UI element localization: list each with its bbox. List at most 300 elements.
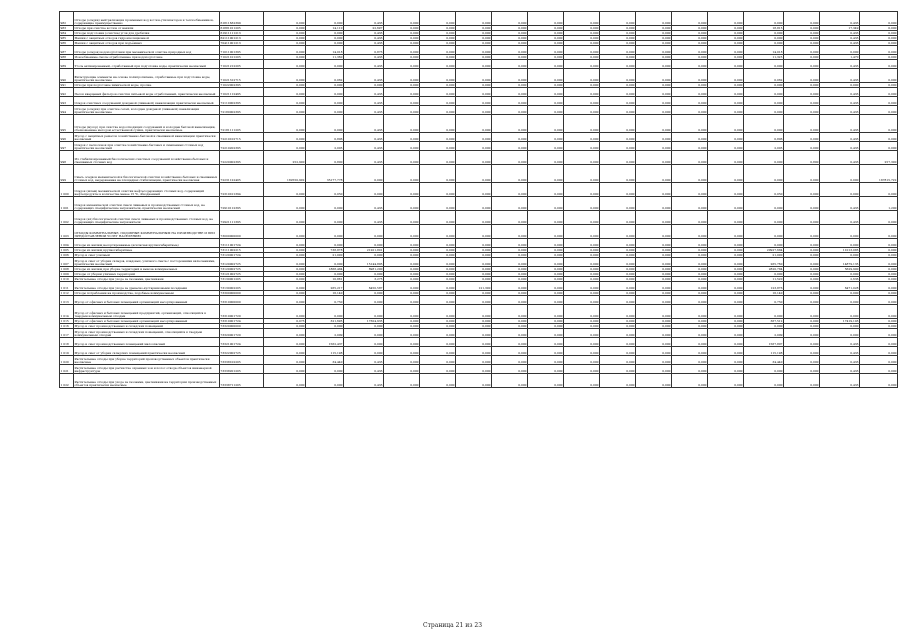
value-cell: 0,000: [708, 277, 744, 282]
fkko-code-cell: 73338201205: [220, 365, 264, 374]
value-cell: 0,050: [306, 183, 344, 197]
value-cell: 0,000: [860, 12, 898, 26]
value-cell: 0,000: [672, 97, 708, 106]
value-cell: 0,000: [492, 165, 528, 183]
waste-name-cell: Отходы (осадок) водоподготовки при механической очистке природных вод: [74, 46, 220, 55]
value-cell: 0,000: [344, 338, 384, 347]
value-cell: 0,000: [528, 60, 564, 69]
row-number-cell: 994: [60, 106, 74, 115]
value-cell: 0,433: [344, 60, 384, 69]
value-cell: 0,000: [708, 165, 744, 183]
value-cell: 0,000: [820, 272, 860, 277]
value-cell: 0,000: [860, 324, 898, 329]
value-cell: 0,000: [384, 88, 420, 97]
waste-name-cell: Мусор с защитных решеток хозяйственно-бытовой и смешанной канализации практически неопасный: [74, 133, 220, 142]
value-cell: 0,000: [564, 356, 600, 365]
value-cell: 0,000: [528, 329, 564, 338]
value-cell: 0,000: [564, 329, 600, 338]
value-cell: 0,000: [672, 69, 708, 83]
value-cell: 0,000: [420, 374, 456, 388]
fkko-code-cell: 73310000000: [220, 296, 264, 305]
value-cell: 0,000: [384, 115, 420, 133]
value-cell: 0,000: [636, 329, 672, 338]
waste-name-cell: Мусор и смет производственных помещений малоопасный: [74, 338, 220, 347]
value-cell: 0,000: [708, 258, 744, 267]
value-cell: 0,433: [344, 365, 384, 374]
value-cell: 0,000: [492, 338, 528, 347]
value-cell: 0,000: [264, 356, 306, 365]
value-cell: 0,000: [708, 374, 744, 388]
value-cell: 0,000: [492, 60, 528, 69]
value-cell: 0,000: [672, 277, 708, 282]
value-cell: 0,000: [456, 338, 492, 347]
value-cell: 0,000: [384, 165, 420, 183]
table-row: [60, 60, 898, 69]
value-cell: 0,000: [708, 197, 744, 211]
value-cell: 0,000: [564, 133, 600, 142]
value-cell: 0,000: [784, 142, 820, 151]
value-cell: 0,000: [744, 83, 784, 88]
value-cell: 0,000: [528, 296, 564, 305]
table-row: [60, 374, 898, 388]
value-cell: 0,000: [860, 356, 898, 365]
value-cell: 0,000: [492, 69, 528, 83]
fkko-code-cell: 72110002395: [220, 97, 264, 106]
waste-name-cell: Отходы из жилищ крупногабаритные: [74, 248, 220, 253]
value-cell: 0,000: [456, 115, 492, 133]
waste-name-cell: Отходы подготовки (очистка) угля для дробилки: [74, 31, 220, 36]
row-number-cell: 988: [60, 55, 74, 60]
value-cell: 0,000: [784, 115, 820, 133]
value-cell: 0,433: [820, 356, 860, 365]
value-cell: 0,000: [420, 69, 456, 83]
value-cell: 0,000: [784, 338, 820, 347]
value-cell: 0,000: [784, 69, 820, 83]
value-cell: 0,000: [564, 60, 600, 69]
value-cell: 0,000: [636, 12, 672, 26]
value-cell: 0,000: [744, 225, 784, 239]
value-cell: 0,000: [492, 329, 528, 338]
value-cell: 367,512: [744, 319, 784, 324]
row-number-cell: 996: [60, 133, 74, 142]
value-cell: 0,000: [384, 272, 420, 277]
table-row: [60, 46, 898, 55]
value-cell: 0,433: [820, 97, 860, 106]
value-cell: 0,000: [306, 225, 344, 239]
value-cell: 0,000: [528, 365, 564, 374]
row-number-cell: 985: [60, 36, 74, 41]
value-cell: 0,000: [636, 365, 672, 374]
value-cell: 0,000: [860, 88, 898, 97]
value-cell: 0,000: [636, 26, 672, 31]
value-cell: 0,000: [564, 374, 600, 388]
value-cell: 0,000: [492, 365, 528, 374]
value-cell: 0,000: [264, 267, 306, 272]
value-cell: 0,000: [306, 83, 344, 88]
value-cell: 0,750: [306, 296, 344, 305]
value-cell: 0,000: [384, 347, 420, 356]
value-cell: 0,000: [600, 211, 636, 225]
value-cell: 0,000: [672, 324, 708, 329]
value-cell: 0,000: [492, 83, 528, 88]
value-cell: 0,000: [384, 36, 420, 41]
value-cell: 0,000: [528, 277, 564, 282]
value-cell: 0,000: [784, 83, 820, 88]
value-cell: 0,000: [564, 347, 600, 356]
value-cell: 0,000: [708, 133, 744, 142]
value-cell: 0,000: [264, 253, 306, 258]
value-cell: 0,000: [636, 106, 672, 115]
value-cell: 0,000: [636, 347, 672, 356]
value-cell: 0,000: [306, 272, 344, 277]
waste-name-cell: Ионообменные смолы отработанные при водоподготовке: [74, 55, 220, 60]
value-cell: 0,000: [600, 12, 636, 26]
value-cell: 2,099: [744, 329, 784, 338]
value-cell: 0,000: [264, 258, 306, 267]
value-cell: 0,000: [420, 296, 456, 305]
value-cell: 0,000: [708, 347, 744, 356]
fkko-code-cell: 71021312715: [220, 69, 264, 83]
value-cell: 0,000: [600, 115, 636, 133]
value-cell: 0,000: [528, 267, 564, 272]
value-cell: 0,000: [384, 374, 420, 388]
value-cell: 0,000: [860, 365, 898, 374]
value-cell: 0,000: [672, 225, 708, 239]
value-cell: 0,000: [600, 46, 636, 55]
value-cell: 0,000: [528, 211, 564, 225]
table-row: [60, 347, 898, 356]
value-cell: 0,000: [456, 296, 492, 305]
value-cell: 2,005: [744, 142, 784, 151]
row-number-cell: 1 012: [60, 291, 74, 296]
value-cell: 0,000: [384, 258, 420, 267]
value-cell: 0,000: [420, 253, 456, 258]
value-cell: 0,000: [744, 36, 784, 41]
value-cell: 20927,684: [744, 248, 784, 253]
value-cell: 0,000: [744, 12, 784, 26]
value-cell: 0,000: [672, 41, 708, 46]
value-cell: 115,198: [306, 347, 344, 356]
value-cell: 0,000: [456, 374, 492, 388]
value-cell: 0,000: [456, 267, 492, 272]
value-cell: 0,000: [420, 41, 456, 46]
value-cell: 0,000: [528, 151, 564, 165]
value-cell: 0,000: [564, 272, 600, 277]
value-cell: 0,000: [600, 296, 636, 305]
value-cell: 0,000: [528, 46, 564, 55]
value-cell: 0,000: [264, 324, 306, 329]
value-cell: 0,000: [744, 365, 784, 374]
table-row: [60, 211, 898, 225]
waste-name-cell: Осадок с песколовок при очистке хозяйственно-бытовых и смешанных сточных вод практически неопасный: [74, 142, 220, 151]
fkko-code-cell: 72231122405: [220, 165, 264, 183]
waste-name-cell: Растительные отходы при уходе за газонами, цветниками: [74, 277, 220, 282]
value-cell: 0,000: [264, 41, 306, 46]
value-cell: 0,000: [306, 374, 344, 388]
value-cell: 0,000: [528, 115, 564, 133]
value-cell: 0,000: [344, 347, 384, 356]
value-cell: 0,000: [420, 282, 456, 291]
value-cell: 0,000: [860, 97, 898, 106]
value-cell: 0,000: [456, 41, 492, 46]
value-cell: 0,000: [306, 60, 344, 69]
value-cell: 0,000: [420, 151, 456, 165]
value-cell: 0,000: [420, 97, 456, 106]
table-row: [60, 356, 898, 365]
value-cell: 0,000: [600, 338, 636, 347]
value-cell: 0,000: [672, 319, 708, 324]
value-cell: 0,000: [492, 277, 528, 282]
value-cell: 0,000: [420, 31, 456, 36]
table-row: [60, 97, 898, 106]
value-cell: 0,000: [860, 225, 898, 239]
value-cell: 0,000: [384, 324, 420, 329]
value-cell: 0,000: [600, 183, 636, 197]
waste-name-cell: Уголь активированный, отработанный при подготовке воды, практически неопасный: [74, 60, 220, 69]
waste-name-cell: Отходы из жилищ при уборке территорий и вывоза коммунальных: [74, 267, 220, 272]
value-cell: 0,000: [708, 329, 744, 338]
value-cell: 0,000: [384, 60, 420, 69]
value-cell: 0,433: [820, 347, 860, 356]
value-cell: 0,000: [672, 296, 708, 305]
value-cell: 0,000: [600, 26, 636, 31]
value-cell: 321,695: [306, 319, 344, 324]
value-cell: 0,000: [344, 225, 384, 239]
row-number-cell: 1 007: [60, 258, 74, 267]
value-cell: 0,000: [784, 97, 820, 106]
value-cell: 0,000: [456, 69, 492, 83]
table-row: [60, 115, 898, 133]
value-cell: 0,000: [564, 248, 600, 253]
value-cell: 0,000: [306, 197, 344, 211]
value-cell: 0,000: [708, 69, 744, 83]
value-cell: 0,000: [306, 365, 344, 374]
value-cell: 0,000: [384, 183, 420, 197]
value-cell: 0,000: [784, 225, 820, 239]
value-cell: 0,000: [784, 282, 820, 291]
value-cell: 0,000: [784, 272, 820, 277]
value-cell: 0,000: [384, 133, 420, 142]
value-cell: 0,000: [528, 319, 564, 324]
value-cell: 0,000: [384, 12, 420, 26]
waste-name-cell: Отходы при подготовке химической воды, прочие: [74, 83, 220, 88]
value-cell: 0,000: [708, 225, 744, 239]
value-cell: 0,000: [384, 83, 420, 88]
value-cell: 0,000: [564, 31, 600, 36]
value-cell: 0,000: [384, 305, 420, 319]
value-cell: 0,000: [860, 46, 898, 55]
value-cell: 0,000: [600, 60, 636, 69]
value-cell: 123,876: [744, 282, 784, 291]
value-cell: 0,000: [820, 83, 860, 88]
value-cell: 0,000: [784, 356, 820, 365]
value-cell: 0,000: [492, 26, 528, 31]
value-cell: 0,000: [384, 31, 420, 36]
value-cell: 0,000: [420, 248, 456, 253]
row-number-cell: 1 016: [60, 324, 74, 329]
value-cell: 0,000: [420, 277, 456, 282]
fkko-code-cell: 73321001724: [220, 338, 264, 347]
value-cell: 0,000: [384, 319, 420, 324]
value-cell: 0,000: [860, 115, 898, 133]
value-cell: 0,000: [784, 41, 820, 46]
value-cell: 0,000: [636, 277, 672, 282]
value-cell: 0,000: [564, 239, 600, 248]
value-cell: 0,000: [708, 88, 744, 97]
value-cell: 0,433: [344, 133, 384, 142]
row-number-cell: 1 004: [60, 239, 74, 248]
row-number-cell: 990: [60, 69, 74, 83]
value-cell: 0,000: [384, 253, 420, 258]
value-cell: 0,000: [420, 225, 456, 239]
value-cell: 0,000: [636, 142, 672, 151]
value-cell: 0,000: [306, 239, 344, 248]
value-cell: 0,000: [708, 183, 744, 197]
value-cell: 0,000: [708, 106, 744, 115]
value-cell: 0,000: [384, 41, 420, 46]
value-cell: 0,000: [492, 55, 528, 60]
value-cell: 0,000: [636, 97, 672, 106]
value-cell: 0,000: [456, 248, 492, 253]
value-cell: 0,000: [672, 151, 708, 165]
value-cell: 0,000: [264, 46, 306, 55]
value-cell: 0,000: [420, 267, 456, 272]
value-cell: 0,000: [456, 55, 492, 60]
value-cell: 0,000: [384, 239, 420, 248]
row-number-cell: 1 009: [60, 272, 74, 277]
value-cell: 0,000: [784, 267, 820, 272]
value-cell: 0,000: [672, 26, 708, 31]
row-number-cell: 983: [60, 26, 74, 31]
value-cell: 0,000: [708, 97, 744, 106]
value-cell: 0,000: [860, 142, 898, 151]
value-cell: 0,000: [708, 267, 744, 272]
value-cell: 0,000: [456, 46, 492, 55]
value-cell: 15144,895: [344, 258, 384, 267]
value-cell: 0,000: [384, 197, 420, 211]
value-cell: 0,000: [528, 69, 564, 83]
value-cell: 0,000: [264, 69, 306, 83]
waste-name-cell: Ил стабилизированный биологических очистных сооружений хозяйственно-бытовых и смешанных сточных вод: [74, 151, 220, 165]
fkko-code-cell: 73338711205: [220, 374, 264, 388]
value-cell: 0,433: [820, 41, 860, 46]
value-cell: 0,000: [636, 115, 672, 133]
value-cell: 0,000: [636, 225, 672, 239]
value-cell: 0,433: [820, 374, 860, 388]
fkko-code-cell: 72210202395: [220, 142, 264, 151]
value-cell: 0,000: [420, 347, 456, 356]
value-cell: 0,000: [784, 46, 820, 55]
value-cell: 0,000: [636, 319, 672, 324]
row-number-cell: 1 019: [60, 347, 74, 356]
value-cell: 0,800: [784, 151, 820, 165]
value-cell: 0,433: [820, 36, 860, 41]
value-cell: 0,000: [600, 248, 636, 253]
value-cell: 0,000: [860, 41, 898, 46]
value-cell: 0,000: [264, 272, 306, 277]
value-cell: 0,000: [264, 374, 306, 388]
value-cell: 0,000: [860, 83, 898, 88]
waste-name-cell: Мусор и смет производственных и складских помещений, относящийся к твердым коммунальным отходам: [74, 329, 220, 338]
value-cell: 0,000: [456, 291, 492, 296]
value-cell: 0,000: [784, 197, 820, 211]
value-cell: 0,000: [708, 142, 744, 151]
value-cell: 0,000: [264, 36, 306, 41]
waste-name-cell: Мусор от офисных и бытовых помещений предприятий, организаций, относящийся к твердым коммунальным отходам: [74, 305, 220, 319]
value-cell: 21,000: [306, 253, 344, 258]
value-cell: 0,000: [744, 106, 784, 115]
value-cell: 0,000: [860, 272, 898, 277]
value-cell: 0,000: [708, 26, 744, 31]
value-cell: 0,000: [860, 374, 898, 388]
value-cell: 0,000: [784, 60, 820, 69]
fkko-code-cell: 61911111213: [220, 31, 264, 36]
value-cell: 0,000: [564, 36, 600, 41]
value-cell: 0,000: [636, 151, 672, 165]
value-cell: 0,000: [820, 225, 860, 239]
waste-name-cell: Мусор и смет от уборки складов, кладовых, уличного смета с посторонними включениями, практически неопасный: [74, 258, 220, 267]
value-cell: 0,000: [860, 60, 898, 69]
value-cell: 0,000: [672, 305, 708, 319]
value-cell: 0,000: [784, 165, 820, 183]
fkko-code-cell: 73120002725: [220, 267, 264, 272]
value-cell: 0,000: [708, 151, 744, 165]
value-cell: 0,000: [600, 36, 636, 41]
row-number-cell: 1 003: [60, 225, 74, 239]
value-cell: 0,000: [744, 272, 784, 277]
fkko-code-cell: 72210102715: [220, 133, 264, 142]
value-cell: 16,140: [744, 291, 784, 296]
value-cell: 0,000: [860, 258, 898, 267]
value-cell: 14,018: [744, 46, 784, 55]
value-cell: 0,000: [384, 365, 420, 374]
value-cell: 0,000: [820, 46, 860, 55]
value-cell: 0,000: [600, 277, 636, 282]
row-number-cell: 1 015: [60, 319, 74, 324]
value-cell: 0,000: [528, 88, 564, 97]
value-cell: 0,000: [456, 239, 492, 248]
value-cell: 0,000: [784, 291, 820, 296]
value-cell: 2,005: [306, 142, 344, 151]
fkko-code-cell: 71022002395: [220, 83, 264, 88]
value-cell: 0,000: [564, 106, 600, 115]
value-cell: 21201,801: [344, 248, 384, 253]
value-cell: 0,000: [600, 324, 636, 329]
value-cell: 0,000: [528, 36, 564, 41]
value-cell: 0,000: [528, 374, 564, 388]
value-cell: 0,000: [708, 115, 744, 133]
value-cell: 0,000: [528, 239, 564, 248]
row-number-cell: 986: [60, 41, 74, 46]
value-cell: 0,000: [492, 183, 528, 197]
value-cell: 0,000: [564, 97, 600, 106]
value-cell: 0,000: [784, 253, 820, 258]
value-cell: 0,000: [492, 374, 528, 388]
value-cell: 0,000: [492, 142, 528, 151]
value-cell: 0,000: [264, 239, 306, 248]
value-cell: 0,000: [456, 277, 492, 282]
value-cell: 0,000: [456, 31, 492, 36]
value-cell: 0,000: [564, 267, 600, 272]
value-cell: 0,433: [344, 115, 384, 133]
value-cell: 0,000: [264, 142, 306, 151]
value-cell: 0,000: [528, 12, 564, 26]
fkko-code-cell: 73000000000: [220, 225, 264, 239]
fkko-code-cell: 73310001720: [220, 305, 264, 319]
value-cell: 0,000: [492, 324, 528, 329]
value-cell: 0,000: [564, 211, 600, 225]
value-cell: 0,433: [344, 356, 384, 365]
